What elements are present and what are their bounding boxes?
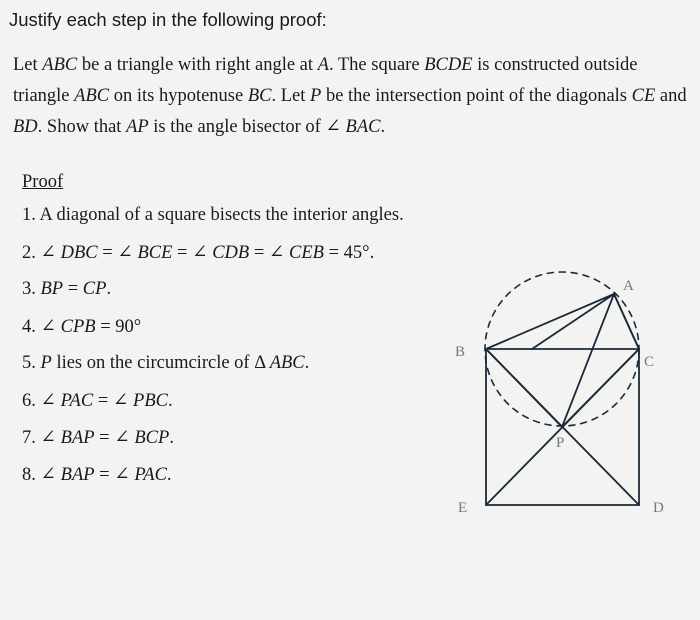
text-run: . Show that [37,117,127,137]
label-a: A [623,278,634,294]
text-run: is constructed outside triangle [13,55,638,106]
math-symbol: PAC [134,465,167,485]
text-run: Let [13,55,43,75]
math-symbol: BCP [134,428,170,448]
text-run: = ∠ [94,465,135,485]
math-symbol: A [317,55,329,75]
label-p: P [556,435,565,451]
step-number: 2. [22,243,36,263]
text-run: lies on the circumcircle of Δ [51,353,270,373]
math-symbol: DBC [60,243,98,263]
math-symbol: ABC [269,353,305,373]
math-symbol: P [40,353,52,373]
step-number: 8. [22,465,36,485]
text-run: and [655,86,687,106]
text-run: = ∠ [97,243,138,263]
text-run: = ∠ [93,391,134,411]
step-number: 3. [22,279,36,299]
math-symbol: CDB [212,243,250,263]
text-run: A diagonal of a square bisects the interior angles. [35,205,404,225]
label-e: E [458,500,468,516]
segment-ad [614,294,639,349]
text-run: = 90° [95,317,142,337]
math-symbol: CPB [60,317,96,337]
text-run: = [63,279,83,299]
step-number: 1. [22,205,36,225]
math-symbol: P [310,86,322,106]
text-run: = ∠ [249,243,290,263]
text-run: be the intersection point of the diagonals [321,86,632,106]
label-c: C [644,354,655,370]
segment-cp [562,349,639,427]
label-b: B [455,344,466,360]
text-run: = 45°. [323,243,375,263]
math-symbol: PBC [133,391,168,411]
step-number: 6. [22,391,36,411]
step-number: 7. [22,428,36,448]
math-symbol: ABC [74,86,110,106]
text-run: on its hypotenuse [109,86,248,106]
text-run: . [166,465,172,485]
text-run: ∠ [35,428,61,448]
text-run: is the angle bisector of ∠ [148,117,346,137]
heading: Justify each step in the following proof: [9,9,327,30]
text-run: ∠ [35,391,61,411]
math-symbol: AP [126,117,149,137]
label-d: D [653,500,664,516]
math-symbol: BCDE [424,55,473,75]
step-number: 4. [22,317,36,337]
math-symbol: BCE [137,243,173,263]
math-symbol: BP [40,279,64,299]
text-run: . [304,353,310,373]
math-symbol: CP [82,279,107,299]
text-run: . [380,117,386,137]
text-run: . Let [271,86,311,106]
text-run: = ∠ [94,428,135,448]
math-symbol: BAP [60,465,95,485]
math-symbol: CE [631,86,656,106]
step-number: 5. [22,353,36,373]
text-run: ∠ [35,465,61,485]
math-symbol: PAC [60,391,94,411]
text-run: ∠ [35,243,61,263]
segment-pd-helper [532,294,614,349]
math-symbol: CEB [289,243,324,263]
math-symbol: BC [247,86,272,106]
text-run: . [106,279,112,299]
text-run: . The square [328,55,425,75]
text-run: . [167,391,173,411]
proof-title: Proof [22,172,64,192]
math-symbol: BAP [60,428,95,448]
text-run: be a triangle with right angle at [77,55,318,75]
text-run: = ∠ [172,243,213,263]
text-run: . [169,428,174,448]
math-symbol: BAC [345,117,381,137]
math-symbol: ABC [42,55,78,75]
math-symbol: BD [13,117,38,137]
text-run: ∠ [35,317,61,337]
